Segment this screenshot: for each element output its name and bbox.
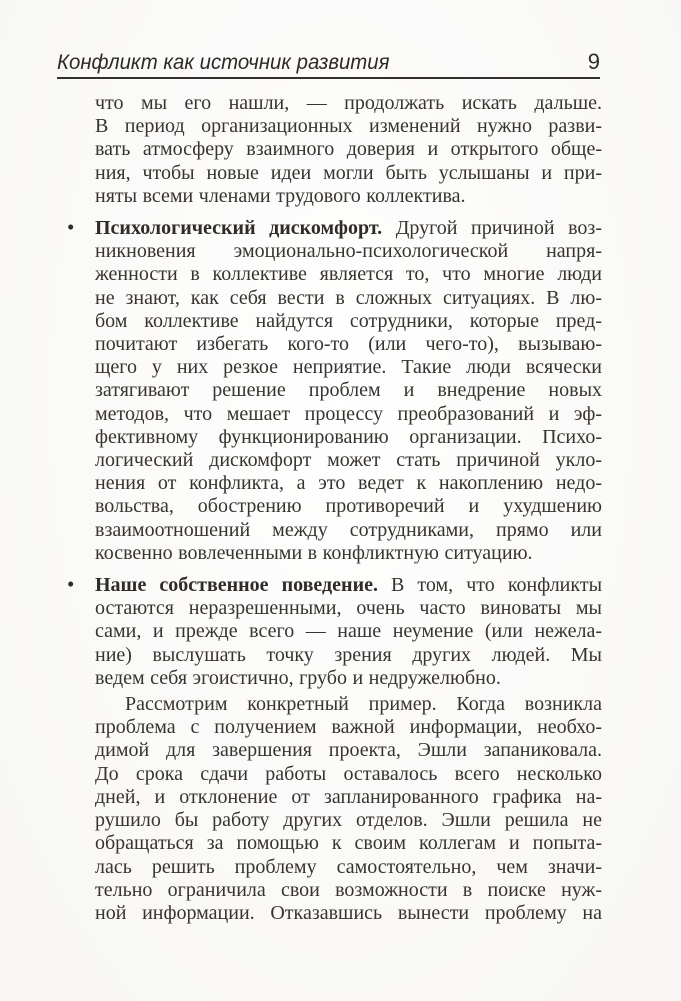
text-line: что мы его нашли, — продолжать искать дальше. <box>95 92 602 114</box>
bullet-marker: • <box>67 215 75 240</box>
bullet-marker: • <box>67 572 75 597</box>
bullet-paragraph <box>67 572 603 690</box>
text-line: ния, чтобы новые идеи могли быть услышаны и при- <box>95 161 602 184</box>
text-line: женности в коллективе является то, что многие люди <box>95 263 602 286</box>
paragraph-lead-bold: Наше собственное поведение. <box>95 574 392 597</box>
text-line: В период организационных изменений нужно разви- <box>95 115 602 138</box>
text-line: Психологический дискомфорт. Другой причиной воз- <box>95 217 602 240</box>
text-line: тельно ограничила свои возможности в поиске нуж- <box>95 878 602 901</box>
text-line: Наше собственное поведение. В том, что конфликты <box>95 574 603 597</box>
running-header-title: Конфликт как источник развития <box>57 51 390 74</box>
text-line: няты всеми членами трудового коллектива. <box>95 184 466 207</box>
text-line: димой для завершения проекта, Эшли запаниковала. <box>95 739 602 762</box>
text-line: рушило бы работу других отделов. Эшли решила не <box>95 809 602 832</box>
page-number: 9 <box>587 49 600 74</box>
text-line: никновения эмоционально-психологической напря- <box>95 240 602 263</box>
text-line: нения от конфликта, а это ведет к накоплению недо- <box>95 472 602 495</box>
page-body <box>67 92 603 925</box>
text-line: косвенно вовлеченными в конфликтную ситуацию. <box>95 541 533 564</box>
paragraph <box>95 92 602 208</box>
text-line: методов, что мешает процессу преобразований и эф- <box>95 402 602 425</box>
text-line: Рассмотрим конкретный пример. Когда возникла <box>125 693 602 716</box>
text-line: лась решить проблему самостоятельно, чем значи- <box>95 855 602 878</box>
text-line: взаимоотношений между сотрудниками, прямо или <box>95 518 602 541</box>
text-line: логический дискомфорт может стать причиной укло- <box>95 449 602 472</box>
text-line: ние) выслушать точку зрения других людей. Мы <box>95 643 602 666</box>
paragraph <box>95 693 602 925</box>
paragraph-lead-bold: Психологический дискомфорт. <box>95 217 396 240</box>
text-line: почитают избегать кого-то (или чего-то), вызываю- <box>95 333 602 356</box>
text-line: бом коллективе найдутся сотрудники, которые пред- <box>95 309 602 332</box>
text-line: проблема с получением важной информации, необхо- <box>95 716 602 739</box>
text-line: ведем себя эгоистично, грубо и недружелюбно. <box>95 666 501 689</box>
text-line: сами, и прежде всего — наше неумение (или нежела- <box>95 620 602 643</box>
running-header <box>57 50 600 75</box>
text-line: ной информации. Отказавшись вынести проблему на <box>95 901 602 924</box>
text-line: дней, и отклонение от запланированного графика на- <box>95 785 602 808</box>
header-rule-divider <box>57 77 600 79</box>
bullet-paragraph <box>67 215 602 565</box>
text-line: фективному функционированию организации. Психо- <box>95 425 602 448</box>
text-line: обращаться за помощью к своим коллегам и попыта- <box>95 832 602 855</box>
text-line: затягивают решение проблем и внедрение новых <box>95 379 602 402</box>
text-line: вать атмосферу взаимного доверия и открытого обще- <box>95 138 602 161</box>
text-line: До срока сдачи работы оставалось всего несколько <box>95 762 602 785</box>
text-line: остаются неразрешенными, очень часто виноваты мы <box>95 597 602 620</box>
text-line: вольства, обострению противоречий и ухудшению <box>95 495 602 518</box>
text-line: не знают, как себя вести в сложных ситуациях. В лю- <box>95 286 602 309</box>
text-line: щего у них резкое неприятие. Такие люди всячески <box>95 356 602 379</box>
